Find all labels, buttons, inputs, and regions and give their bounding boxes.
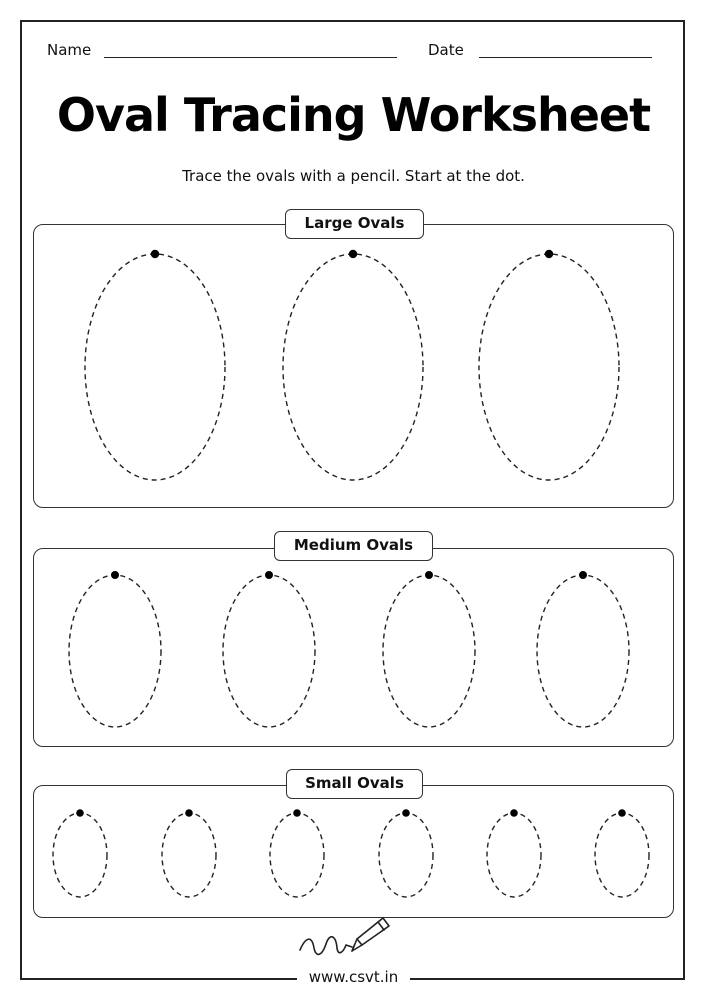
small-ovals-label: Small Ovals bbox=[286, 769, 423, 799]
large-oval-2[interactable] bbox=[283, 254, 423, 480]
large-oval-start-dot-1 bbox=[151, 250, 159, 258]
worksheet-title: Oval Tracing Worksheet bbox=[56, 88, 651, 142]
date-label: Date bbox=[428, 41, 464, 59]
medium-oval-start-dot-1 bbox=[111, 571, 119, 579]
large-oval-3[interactable] bbox=[479, 254, 619, 480]
small-oval-start-dot-4 bbox=[402, 809, 410, 817]
medium-oval-1[interactable] bbox=[69, 575, 161, 727]
large-ovals-label: Large Ovals bbox=[285, 209, 424, 239]
pencil-icon bbox=[300, 918, 389, 954]
small-oval-5[interactable] bbox=[487, 813, 541, 897]
medium-oval-start-dot-4 bbox=[579, 571, 587, 579]
small-oval-1[interactable] bbox=[53, 813, 107, 897]
oval-layer bbox=[53, 250, 649, 897]
medium-oval-4[interactable] bbox=[537, 575, 629, 727]
website-text: www.csvt.in bbox=[297, 968, 410, 986]
medium-oval-3[interactable] bbox=[383, 575, 475, 727]
medium-ovals-label: Medium Ovals bbox=[274, 531, 433, 561]
instructions-text: Trace the ovals with a pencil. Start at the dot. bbox=[182, 167, 525, 185]
small-oval-3[interactable] bbox=[270, 813, 324, 897]
small-oval-start-dot-6 bbox=[618, 809, 626, 817]
small-oval-start-dot-5 bbox=[510, 809, 518, 817]
medium-oval-start-dot-3 bbox=[425, 571, 433, 579]
medium-oval-start-dot-2 bbox=[265, 571, 273, 579]
large-oval-1[interactable] bbox=[85, 254, 225, 480]
large-oval-start-dot-2 bbox=[349, 250, 357, 258]
small-oval-2[interactable] bbox=[162, 813, 216, 897]
small-oval-4[interactable] bbox=[379, 813, 433, 897]
small-oval-start-dot-1 bbox=[76, 809, 84, 817]
website-footer bbox=[0, 967, 707, 987]
small-oval-start-dot-2 bbox=[185, 809, 193, 817]
small-oval-start-dot-3 bbox=[293, 809, 301, 817]
small-oval-6[interactable] bbox=[595, 813, 649, 897]
name-label: Name bbox=[47, 41, 92, 59]
medium-oval-2[interactable] bbox=[223, 575, 315, 727]
large-oval-start-dot-3 bbox=[545, 250, 553, 258]
